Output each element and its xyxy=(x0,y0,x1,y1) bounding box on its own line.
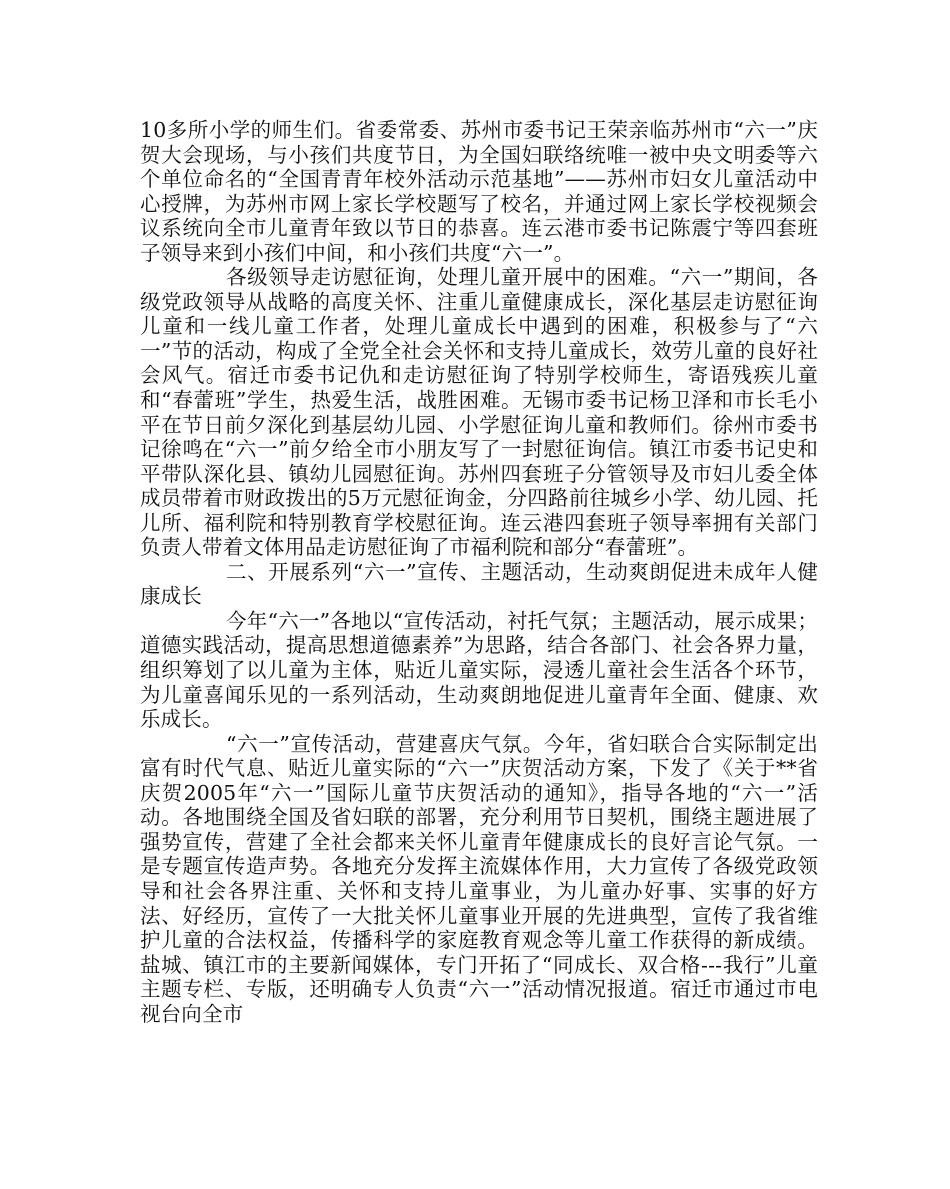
section-heading-2: 二、开展系列“六一”宣传、主题活动，生动爽朗促进未成年人健康成长 xyxy=(140,559,818,609)
paragraph-2: 各级领导走访慰征询，处理儿童开展中的困难。“六一”期间，各级党政领导从战略的高度关怀、注重儿童健康成长，深化基层走访慰征询儿童和一线儿童工作者，处理儿童成长中遇到的困难，积极参与了“六一”节的活动，构成了全党全社会关怀和支持儿童成长，效劳儿童的良好社会风气。宿迁市委书记仇和走访慰征询了特别学校师生，寄语残疾儿童和“春蕾班”学生，热爱生活，战胜困难。无锡市委书记杨卫泽和市长毛小平在节日前夕深化到基层幼儿园、小学慰征询儿童和教师们。徐州市委书记徐鸣在“六一”前夕给全市小朋友写了一封慰征询信。镇江市委书记史和平带队深化县、镇幼儿园慰征询。苏州四套班子分管领导及市妇儿委全体成员带着市财政拨出的5万元慰征询金，分四路前往城乡小学、幼儿园、托儿所、福利院和特别教育学校慰征询。连云港四套班子领导率拥有关部门负责人带着文体用品走访慰征询了市福利院和部分“春蕾班”。 xyxy=(140,265,818,560)
paragraph-1: 10多所小学的师生们。省委常委、苏州市委书记王荣亲临苏州市“六一”庆贺大会现场，与小孩们共度节日，为全国妇联络统唯一被中央文明委等六个单位命名的“全国青青年校外活动示范基地”——苏州市妇女儿童活动中心授牌，为苏州市网上家长学校题写了校名，并通过网上家长学校视频会议系统向全市儿童青年致以节日的恭喜。连云港市委书记陈震宁等四套班子领导来到小孩们中间，和小孩们共度“六一”。 xyxy=(140,118,818,265)
body-text xyxy=(140,118,818,1026)
paragraph-4: “六一”宣传活动，营建喜庆气氛。今年，省妇联合合实际制定出富有时代气息、贴近儿童实际的“六一”庆贺活动方案，下发了《关于**省庆贺2005年“六一”国际儿童节庆贺活动的通知》，指导各地的“六一”活动。各地围绕全国及省妇联的部署，充分利用节日契机，围绕主题进展了强势宣传，营建了全社会都来关怀儿童青年健康成长的良好言论气氛。一是专题宣传造声势。各地充分发挥主流媒体作用，大力宣传了各级党政领导和社会各界注重、关怀和支持儿童事业，为儿童办好事、实事的好方法、好经历，宣传了一大批关怀儿童事业开展的先进典型，宣传了我省维护儿童的合法权益，传播科学的家庭教育观念等儿童工作获得的新成绩。盐城、镇江市的主要新闻媒体，专门开拓了“同成长、双合格---我行”儿童主题专栏、专版，还明确专人负责“六一”活动情况报道。宿迁市通过市电视台向全市 xyxy=(140,731,818,1026)
paragraph-3: 今年“六一”各地以“宣传活动，衬托气氛；主题活动，展示成果；道德实践活动，提高思想道德素养”为思路，结合各部门、社会各界力量，组织筹划了以儿童为主体，贴近儿童实际，浸透儿童社会生活各个环节，为儿童喜闻乐见的一系列活动，生动爽朗地促进儿童青年全面、健康、欢乐成长。 xyxy=(140,608,818,732)
